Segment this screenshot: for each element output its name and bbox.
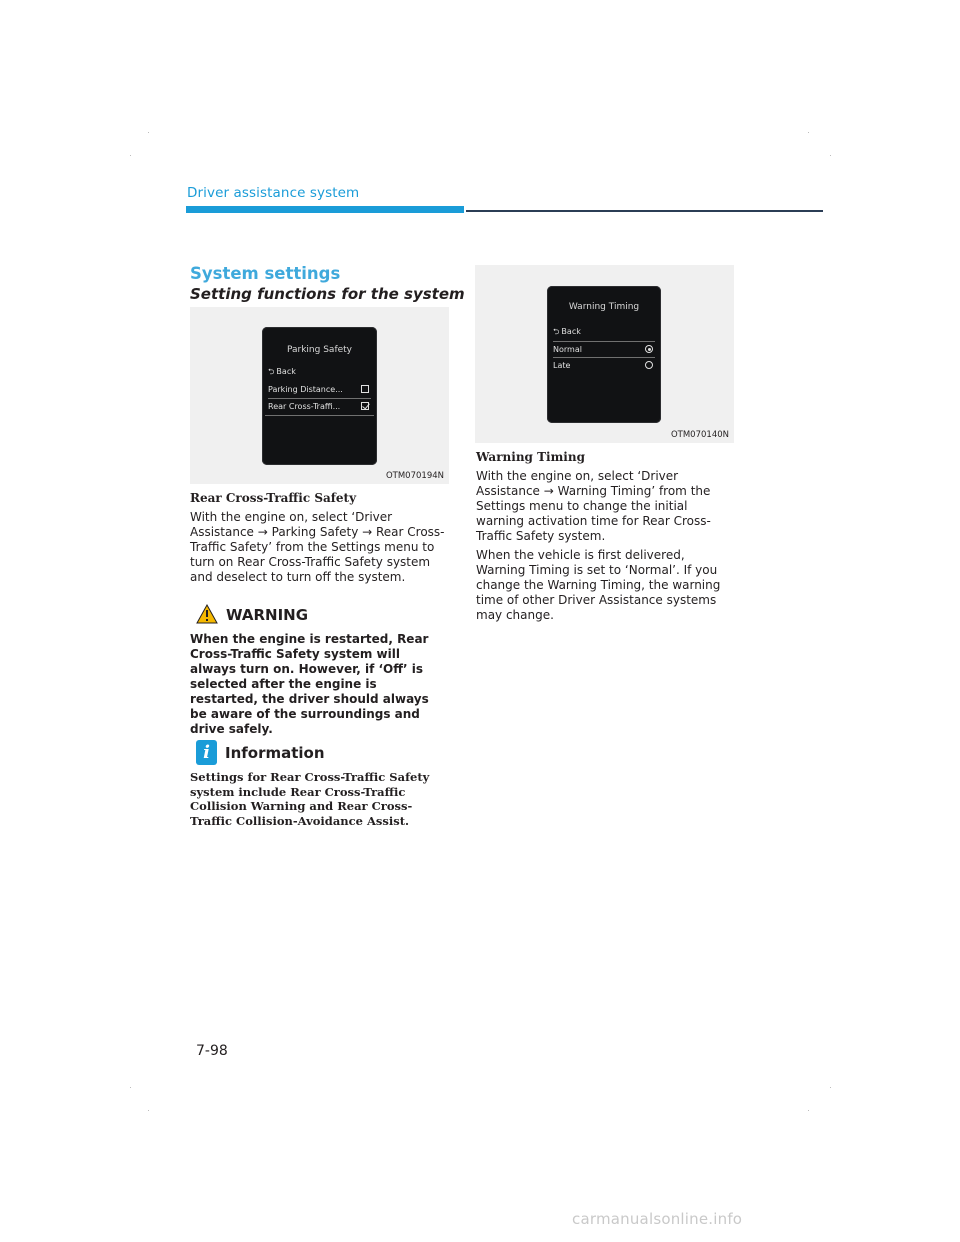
checkbox-unchecked-icon: [361, 385, 369, 393]
radio-unselected-icon: [645, 361, 653, 369]
section-title: Driver assistance system: [187, 185, 360, 201]
cluster-screen: [262, 327, 377, 465]
header-rule-blue: [186, 206, 464, 213]
paragraph-warning-timing: [476, 469, 736, 623]
subheading-rcts: Rear Cross-Traffic Safety: [190, 491, 357, 505]
menu-row-label: Back: [276, 367, 296, 376]
warning-label: WARNING: [226, 606, 309, 624]
menu-row-label: Normal: [553, 345, 582, 354]
page-number: 7-98: [196, 1043, 228, 1059]
screen-title: Warning Timing: [568, 302, 640, 312]
heading-system-settings: System settings: [190, 264, 341, 283]
crop-mark: [148, 132, 149, 133]
crop-mark: [830, 1087, 831, 1088]
menu-row-late: [553, 357, 655, 374]
heading-setting-functions: Setting functions for the system: [190, 285, 465, 303]
crop-mark: [148, 1110, 149, 1111]
menu-row-back: [553, 324, 655, 340]
paragraph-text: When the vehicle is first delivered, Warning Timing is set to ‘Normal’. If you change the Warning Timing, the warning time of other Driver Assistance systems may change.: [476, 548, 721, 622]
paragraph-rcts: [190, 510, 452, 585]
warning-triangle-icon: [196, 604, 218, 624]
menu-row-back: [268, 364, 371, 380]
menu-row-label: Back: [561, 327, 581, 336]
menu-row-label: Late: [553, 361, 571, 370]
crop-mark: [808, 1110, 809, 1111]
back-arrow-icon: ⮌: [268, 367, 275, 376]
figure-code: OTM070140N: [670, 430, 729, 440]
figure-warning-timing: [475, 265, 734, 443]
crop-mark: [130, 1087, 131, 1088]
figure-code: OTM070194N: [385, 471, 444, 481]
watermark: carmanualsonline.info: [572, 1210, 743, 1228]
figure-parking-safety: [190, 307, 449, 484]
information-text: Settings for Rear Cross-Traffic Safety system include Rear Cross-Traffic Collision Warning and Rear Cross-Traffic Collision-Avoidance Assist.: [190, 770, 430, 828]
crop-mark: [830, 155, 831, 156]
paragraph-text: With the engine on, select ‘Driver Assistance → Parking Safety → Rear Cross-Traffic Safety’ from the Settings menu to turn on Rear Cross-Traffic Safety system and deselect to turn off the system.: [190, 510, 445, 584]
information-label: Information: [225, 744, 325, 762]
screen-title: Parking Safety: [286, 345, 353, 355]
menu-row-normal: [553, 341, 655, 358]
menu-row-label: Rear Cross-Traffi...: [268, 402, 341, 411]
crop-mark: [130, 155, 131, 156]
warning-text: When the engine is restarted, Rear Cross-Traffic Safety system will always turn on. However, if ‘Off’ is selected after the engine is restarted, the driver should always be aware of the surroundings and drive safely.: [190, 632, 429, 736]
menu-row-parking-distance: [268, 382, 371, 398]
menu-divider: [265, 415, 374, 416]
cluster-screen: [547, 286, 661, 423]
checkbox-checked-icon: [361, 402, 369, 410]
crop-mark: [808, 132, 809, 133]
paragraph-text: With the engine on, select ‘Driver Assistance → Warning Timing’ from the Settings menu to change the initial warning activation time for Rear Cross-Traffic Safety system.: [476, 469, 711, 543]
menu-row-rear-cross-traffic: [268, 398, 371, 415]
header-rule-gray: [466, 210, 823, 212]
radio-selected-icon: [645, 345, 653, 353]
back-arrow-icon: ⮌: [553, 327, 560, 336]
info-icon: i: [196, 740, 217, 765]
subheading-warning-timing: Warning Timing: [476, 450, 585, 464]
menu-row-label: Parking Distance...: [268, 385, 343, 394]
